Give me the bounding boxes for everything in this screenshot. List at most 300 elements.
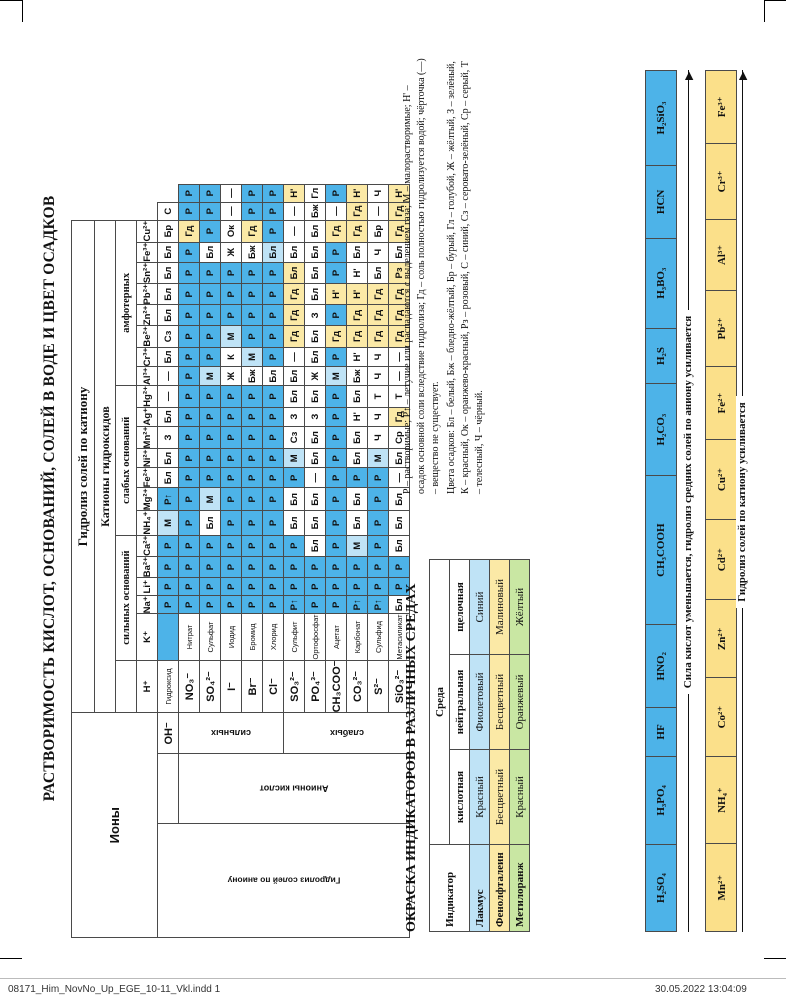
cation-header: Na⁺ [137, 596, 158, 614]
solubility-cell: Бл [305, 488, 326, 511]
solubility-cell: Р [242, 535, 263, 556]
solubility-cell: Р [179, 468, 200, 488]
solubility-cell: Гд [179, 220, 200, 242]
cation-header: K⁺ [137, 614, 158, 660]
solubility-cell: Р [326, 535, 347, 556]
solubility-cell: Р↑ [284, 596, 305, 614]
cation-arrow-label: Гидролиз солей по катиону усиливается [736, 396, 748, 607]
solubility-cell: Р [263, 347, 284, 367]
anion-name: Иодид [221, 614, 242, 660]
cation-header: Mn²⁺ [137, 426, 158, 449]
solubility-cell: Р [179, 202, 200, 220]
solubility-cell: Бл [347, 242, 368, 262]
solubility-cell: Бл [263, 367, 284, 386]
solubility-cell: Р [200, 449, 221, 468]
cation-cell: Cr³⁺ [706, 143, 737, 219]
solubility-cell: Бл [284, 386, 305, 408]
solubility-cell: Бл [389, 488, 410, 511]
acid-cell: CH₃COOH [646, 476, 677, 625]
solubility-cell: Р [179, 596, 200, 614]
anion-formula: CH₃COO⁻ [326, 660, 347, 713]
solubility-cell: Р [179, 326, 200, 347]
solubility-cell: Р [326, 347, 347, 367]
solubility-cell: Бл [347, 511, 368, 535]
acid-arrow: Сила кислот уменьшается, гидролиз средних солей по аниону усиливается ▶ [679, 70, 699, 932]
acid-cell: HCN [646, 166, 677, 239]
solubility-cell: Бл [347, 488, 368, 511]
solubility-cell: Гд [389, 305, 410, 326]
solubility-cell: Р [200, 407, 221, 426]
cation-header: H⁺ [137, 660, 158, 713]
solubility-cell: М [200, 367, 221, 386]
solubility-cell: Т [368, 386, 389, 408]
cation-header: Fe²⁺ [137, 468, 158, 488]
crop-mark [22, 0, 23, 22]
cation-header: NH₄⁺ [137, 511, 158, 535]
solubility-cell: З [305, 407, 326, 426]
anion-formula: Br⁻ [242, 660, 263, 713]
solubility-cell: Р [263, 511, 284, 535]
anion-name: Ацетат [326, 614, 347, 660]
solubility-cell: Р [347, 556, 368, 577]
solubility-cell: Р [200, 184, 221, 202]
solubility-cell: Р [263, 426, 284, 449]
hydrolysis-by-anion-label [158, 824, 410, 938]
cation-cell: Al³⁺ [706, 220, 737, 291]
solubility-cell: Н' [347, 284, 368, 305]
anion-name: Сульфат [200, 614, 221, 660]
solubility-cell: Бл [305, 511, 326, 535]
cation-cell: Co²⁺ [706, 678, 737, 756]
solubility-cell: Бл [200, 511, 221, 535]
solubility-cell: Р [200, 468, 221, 488]
solubility-cell: Бр [158, 220, 179, 242]
solubility-cell: Р [179, 367, 200, 386]
solubility-cell: Р [242, 488, 263, 511]
solubility-cell: Р [200, 556, 221, 577]
solubility-cell: Р [179, 242, 200, 262]
solubility-cell: Р [263, 535, 284, 556]
solubility-cell: Р [263, 556, 284, 577]
solubility-cell: Р [179, 386, 200, 408]
legend-notation: Р – растворимые; Р↑ – летучие или распадаются с выделением газа; М – малорастворимые; Н' – осадок основной соли вследствие гидролиза; Гд – соль полностью гидролизуется водой; чёрточка (—) – вещество не существует. [402, 58, 441, 494]
solubility-cell: Н' [389, 184, 410, 202]
solubility-cell: Р [200, 535, 221, 556]
solubility-cell: Ч [368, 347, 389, 367]
solubility-cell: Р [326, 578, 347, 596]
solubility-cell: Р [242, 305, 263, 326]
anion-name: Хлорид [263, 614, 284, 660]
solubility-cell: М [158, 511, 179, 535]
medium-type: нейтральная [450, 655, 470, 750]
solubility-cell: Р [326, 407, 347, 426]
solubility-cell: Р [389, 556, 410, 577]
cation-header: Be²⁺ [137, 326, 158, 347]
anion-formula: SO₄²⁻ [200, 660, 221, 713]
solubility-cell: Р [221, 426, 242, 449]
cation-cell: Cu²⁺ [706, 439, 737, 519]
solubility-cell: Р [242, 262, 263, 283]
solubility-cell: Р [284, 578, 305, 596]
cation-header: Cu²⁺ [137, 220, 158, 242]
solubility-cell: Р [284, 468, 305, 488]
solubility-cell: Бл [158, 468, 179, 488]
solubility-cell: Бл [389, 242, 410, 262]
anion-formula: SO₃²⁻ [284, 660, 305, 713]
solubility-cell: — [284, 220, 305, 242]
solubility-cell: Р↑ [368, 596, 389, 614]
solubility-cell: Р [179, 347, 200, 367]
solubility-cell: М [284, 449, 305, 468]
solubility-cell: Р [179, 262, 200, 283]
crop-mark [764, 0, 765, 22]
solubility-cell: Р [284, 535, 305, 556]
solubility-cell: Р [179, 578, 200, 596]
solubility-cell: Бл [200, 242, 221, 262]
solubility-cell: Бл [284, 242, 305, 262]
solubility-cell: Р [326, 184, 347, 202]
solubility-cell: Бл [347, 426, 368, 449]
amphoteric-header: амфотерных [116, 220, 137, 385]
solubility-cell: Р [200, 347, 221, 367]
solubility-cell: М [347, 535, 368, 556]
solubility-cell: М [242, 347, 263, 367]
solubility-cell: Р [221, 284, 242, 305]
anion-name: Сульфит [284, 614, 305, 660]
solubility-cell: Р [179, 305, 200, 326]
solubility-cell: Р [305, 556, 326, 577]
weak-anions-label [284, 713, 410, 754]
solubility-cell: Р [221, 386, 242, 408]
indicator-col-header: Индикатор [430, 845, 470, 932]
solubility-cell: — [284, 347, 305, 367]
solubility-cell: Р [263, 184, 284, 202]
acid-anions-text: Анионы кислот [259, 783, 329, 794]
solubility-cell: Бл [158, 305, 179, 326]
solubility-cell: Р [326, 242, 347, 262]
anion-formula: Cl⁻ [263, 660, 284, 713]
solubility-cell: Р [242, 202, 263, 220]
solubility-cell: Ч [368, 242, 389, 262]
solubility-cell: Р [242, 407, 263, 426]
solubility-cell: Гд [326, 326, 347, 347]
solubility-cell: Гд [347, 305, 368, 326]
solubility-cell: Р [305, 578, 326, 596]
solubility-cell: Р [221, 449, 242, 468]
solubility-cell: Р [242, 326, 263, 347]
solubility-cell: Р [263, 220, 284, 242]
solubility-cell: — [368, 202, 389, 220]
blank-cell [116, 660, 137, 713]
cation-cell: Fe²⁺ [706, 367, 737, 440]
anion-name: Гидроксид [158, 660, 179, 713]
solubility-cell: Рз [389, 262, 410, 283]
acid-cell: H₂S [646, 328, 677, 384]
solubility-cell: М [368, 449, 389, 468]
solubility-cell: Бл [305, 220, 326, 242]
solubility-cell: Р [179, 426, 200, 449]
table-corner: Ионы [72, 713, 158, 938]
anion-formula: CO₃²⁻ [347, 660, 368, 713]
solubility-cell: Р [263, 407, 284, 426]
solubility-cell: Р [368, 578, 389, 596]
solubility-cell: Р [263, 596, 284, 614]
solubility-cell: Бл [158, 284, 179, 305]
solubility-cell: Р [221, 578, 242, 596]
solubility-cell: Р [368, 556, 389, 577]
solubility-cell: Р [326, 468, 347, 488]
acid-cell: H₂CO₃ [646, 384, 677, 476]
solubility-cell: Р [158, 596, 179, 614]
cation-header: Fe³⁺ [137, 242, 158, 262]
solubility-cell: — [389, 468, 410, 488]
solubility-cell: С [158, 202, 179, 220]
anion-formula: S²⁻ [368, 660, 389, 713]
solubility-cell: Бл [305, 347, 326, 367]
anion-formula: NO₃⁻ [179, 660, 200, 713]
solubility-cell: Р [326, 426, 347, 449]
solubility-cell: Р [200, 326, 221, 347]
solubility-cell: Бл [263, 242, 284, 262]
acid-cell: H₂SiO₃ [646, 71, 677, 166]
solubility-cell: Гд [284, 326, 305, 347]
crop-mark [764, 958, 786, 959]
solubility-cell: Бл [158, 347, 179, 367]
solubility-cell: М [221, 326, 242, 347]
solubility-cell: Р [221, 596, 242, 614]
solubility-cell: Ч [368, 426, 389, 449]
solubility-cell: Ж [221, 242, 242, 262]
solubility-cell: Сз [158, 326, 179, 347]
solubility-cell: Бл [347, 449, 368, 468]
solubility-cell: Бл [284, 488, 305, 511]
crop-mark [0, 0, 22, 1]
solubility-cell: Гд [347, 220, 368, 242]
solubility-cell: Р [158, 578, 179, 596]
hydrolysis-by-cation-header: Гидролиз солей по катиону [72, 220, 95, 713]
indicator-color: Жёлтый [510, 560, 530, 655]
solubility-cell: Р [263, 262, 284, 283]
solubility-cell: Р [179, 449, 200, 468]
solubility-cell: Р [326, 488, 347, 511]
solubility-cell: Р [179, 535, 200, 556]
solubility-cell: Бр [368, 220, 389, 242]
solubility-cell: Бл [389, 596, 410, 614]
strong-anions-label [179, 713, 284, 754]
solubility-cell: — [158, 367, 179, 386]
acid-cell: H₃PO₄ [646, 756, 677, 844]
solubility-cell: Бл [158, 262, 179, 283]
cation-cell: Fe³⁺ [706, 71, 737, 144]
solubility-cell: Р [326, 262, 347, 283]
solubility-cell: Бл [305, 284, 326, 305]
solubility-cell: Гд [389, 202, 410, 220]
solubility-cell: Ср [389, 426, 410, 449]
cation-header: Mg²⁺ [137, 488, 158, 511]
solubility-cell: Н' [347, 184, 368, 202]
medium-col-header: Среда [430, 560, 450, 845]
solubility-cell: Р [263, 449, 284, 468]
solubility-cell: Р [284, 556, 305, 577]
solubility-cell: Бл [305, 262, 326, 283]
solubility-cell: Бл [158, 242, 179, 262]
acid-cell: H₂SO₄ [646, 845, 677, 932]
solubility-cell: Бл [158, 449, 179, 468]
solubility-cell: — [221, 202, 242, 220]
cation-cell: Pb²⁺ [706, 290, 737, 366]
solubility-cell: Р [158, 535, 179, 556]
solubility-cell: Р↑ [158, 488, 179, 511]
solubility-cell: Гд [389, 284, 410, 305]
indicator-color: Оранжевый [510, 655, 530, 750]
anion-formula: I⁻ [221, 660, 242, 713]
anion-name: Сульфид [368, 614, 389, 660]
solubility-cell: Р [179, 184, 200, 202]
cation-header: Al³⁺ [137, 367, 158, 386]
solubility-cell: Гд [326, 220, 347, 242]
acid-cell: HF [646, 708, 677, 756]
solubility-cell: — [326, 202, 347, 220]
anion-formula: PO₄³⁻ [305, 660, 326, 713]
solubility-cell: Гл [305, 184, 326, 202]
solubility-cell: Р [158, 556, 179, 577]
solubility-cell: — [305, 468, 326, 488]
solubility-cell: Р [242, 596, 263, 614]
solubility-cell: Р [200, 426, 221, 449]
indicator-row [470, 560, 490, 932]
solubility-cell: Р↑ [347, 596, 368, 614]
solubility-cell: Р [200, 220, 221, 242]
solubility-cell: — [158, 386, 179, 408]
anion-name: Бромид [242, 614, 263, 660]
print-footer [0, 978, 786, 1001]
solubility-cell [158, 614, 179, 660]
solubility-cell: М [326, 367, 347, 386]
footer-file: 08171_Him_NovNo_Up_EGE_10-11_Vkl.indd 1 [8, 984, 221, 995]
solubility-cell: Бл [368, 262, 389, 283]
solubility-cell: Бл [389, 511, 410, 535]
strong-anions-text: сильных [211, 728, 251, 739]
page-title: РАСТВОРИМОСТЬ КИСЛОТ, ОСНОВАНИЙ, СОЛЕЙ В ВОДЕ И ЦВЕТ ОСАДКОВ [41, 195, 58, 802]
acid-strength-strip [645, 70, 677, 932]
indicator-row [510, 560, 530, 932]
solubility-cell: Бл [284, 262, 305, 283]
solubility-cell: Гд [347, 326, 368, 347]
solubility-cell: Гд [368, 326, 389, 347]
solubility-cell: Р [326, 596, 347, 614]
solubility-cell: К [221, 347, 242, 367]
cation-header: Pb²⁺ [137, 284, 158, 305]
solubility-cell: Р [368, 488, 389, 511]
solubility-cell: Ж [221, 367, 242, 386]
solubility-cell: Р [242, 556, 263, 577]
solubility-cell: Гд [242, 220, 263, 242]
solubility-cell: М [200, 488, 221, 511]
solubility-cell: Гд [368, 305, 389, 326]
cation-header: Cr³⁺ [137, 347, 158, 367]
cation-header: Hg²⁺ [137, 386, 158, 408]
solubility-cell: Р [263, 386, 284, 408]
indicator-name: Лакмус [470, 845, 490, 932]
solubility-cell: Н' [347, 262, 368, 283]
cation-header: Zn²⁺ [137, 305, 158, 326]
solubility-cell: Р [368, 535, 389, 556]
strong-bases-header: сильных оснований [116, 535, 137, 660]
cation-header: Ag⁺ [137, 407, 158, 426]
cation-header: Ni²⁺ [137, 449, 158, 468]
solubility-cell: Бж [305, 202, 326, 220]
solubility-cell: Ч [368, 184, 389, 202]
solubility-cell: Р [263, 326, 284, 347]
solubility-cell: Бл [305, 535, 326, 556]
solubility-cell: Р [347, 578, 368, 596]
solubility-cell: Р [263, 284, 284, 305]
blank-cell [158, 754, 179, 824]
solubility-cell: Н' [284, 184, 305, 202]
solubility-cell: Сз [284, 426, 305, 449]
cations-of-hydroxides-header: Катионы гидроксидов [95, 220, 116, 713]
legend [401, 54, 489, 494]
solubility-cell: Бж [242, 367, 263, 386]
solubility-cell: Р [200, 386, 221, 408]
cation-header: Sn²⁺ [137, 262, 158, 283]
indicator-color: Бесцветный [490, 655, 510, 750]
crop-mark [0, 958, 22, 959]
solubility-cell: З [158, 426, 179, 449]
solubility-cell: Р [242, 511, 263, 535]
indicator-color: Синий [470, 560, 490, 655]
solubility-cell: Р [326, 556, 347, 577]
anion-formula: SiO₃²⁻ [389, 660, 410, 713]
solubility-cell: — [389, 367, 410, 386]
anion-formula: OH⁻ [158, 713, 179, 754]
cation-cell: NH₄⁺ [706, 756, 737, 844]
weak-anions-text: слабых [329, 728, 364, 739]
solubility-cell: Гд [389, 220, 410, 242]
solubility-cell: Р [347, 468, 368, 488]
solubility-cell: Гд [347, 202, 368, 220]
solubility-cell: Р [242, 284, 263, 305]
solubility-cell: Н' [326, 284, 347, 305]
solubility-cell: Р [221, 407, 242, 426]
solubility-cell: Бл [305, 449, 326, 468]
solubility-cell: Р [221, 511, 242, 535]
solubility-cell: Р [305, 596, 326, 614]
solubility-cell: Р [179, 488, 200, 511]
solubility-cell: Р [263, 305, 284, 326]
indicator-name: Фенолфталеин [490, 845, 510, 932]
anion-name: Карбонат [347, 614, 368, 660]
solubility-cell: Бл [389, 449, 410, 468]
solubility-cell: Бл [347, 386, 368, 408]
indicators-table [429, 559, 530, 932]
cation-cell: Cd²⁺ [706, 520, 737, 600]
solubility-cell: Бл [305, 326, 326, 347]
solubility-cell: Р [368, 468, 389, 488]
solubility-table [71, 184, 410, 938]
acid-cell: HNO₂ [646, 625, 677, 708]
solubility-cell: Бл [284, 367, 305, 386]
medium-type: щелочная [450, 560, 470, 655]
solubility-cell: Гд [389, 326, 410, 347]
cation-header: Ba²⁺ [137, 556, 158, 577]
solubility-cell: Р [200, 262, 221, 283]
solubility-cell: Р [200, 578, 221, 596]
solubility-cell: Гд [284, 305, 305, 326]
solubility-cell: З [305, 305, 326, 326]
solubility-cell: Т [389, 386, 410, 408]
solubility-cell: Бл [389, 535, 410, 556]
